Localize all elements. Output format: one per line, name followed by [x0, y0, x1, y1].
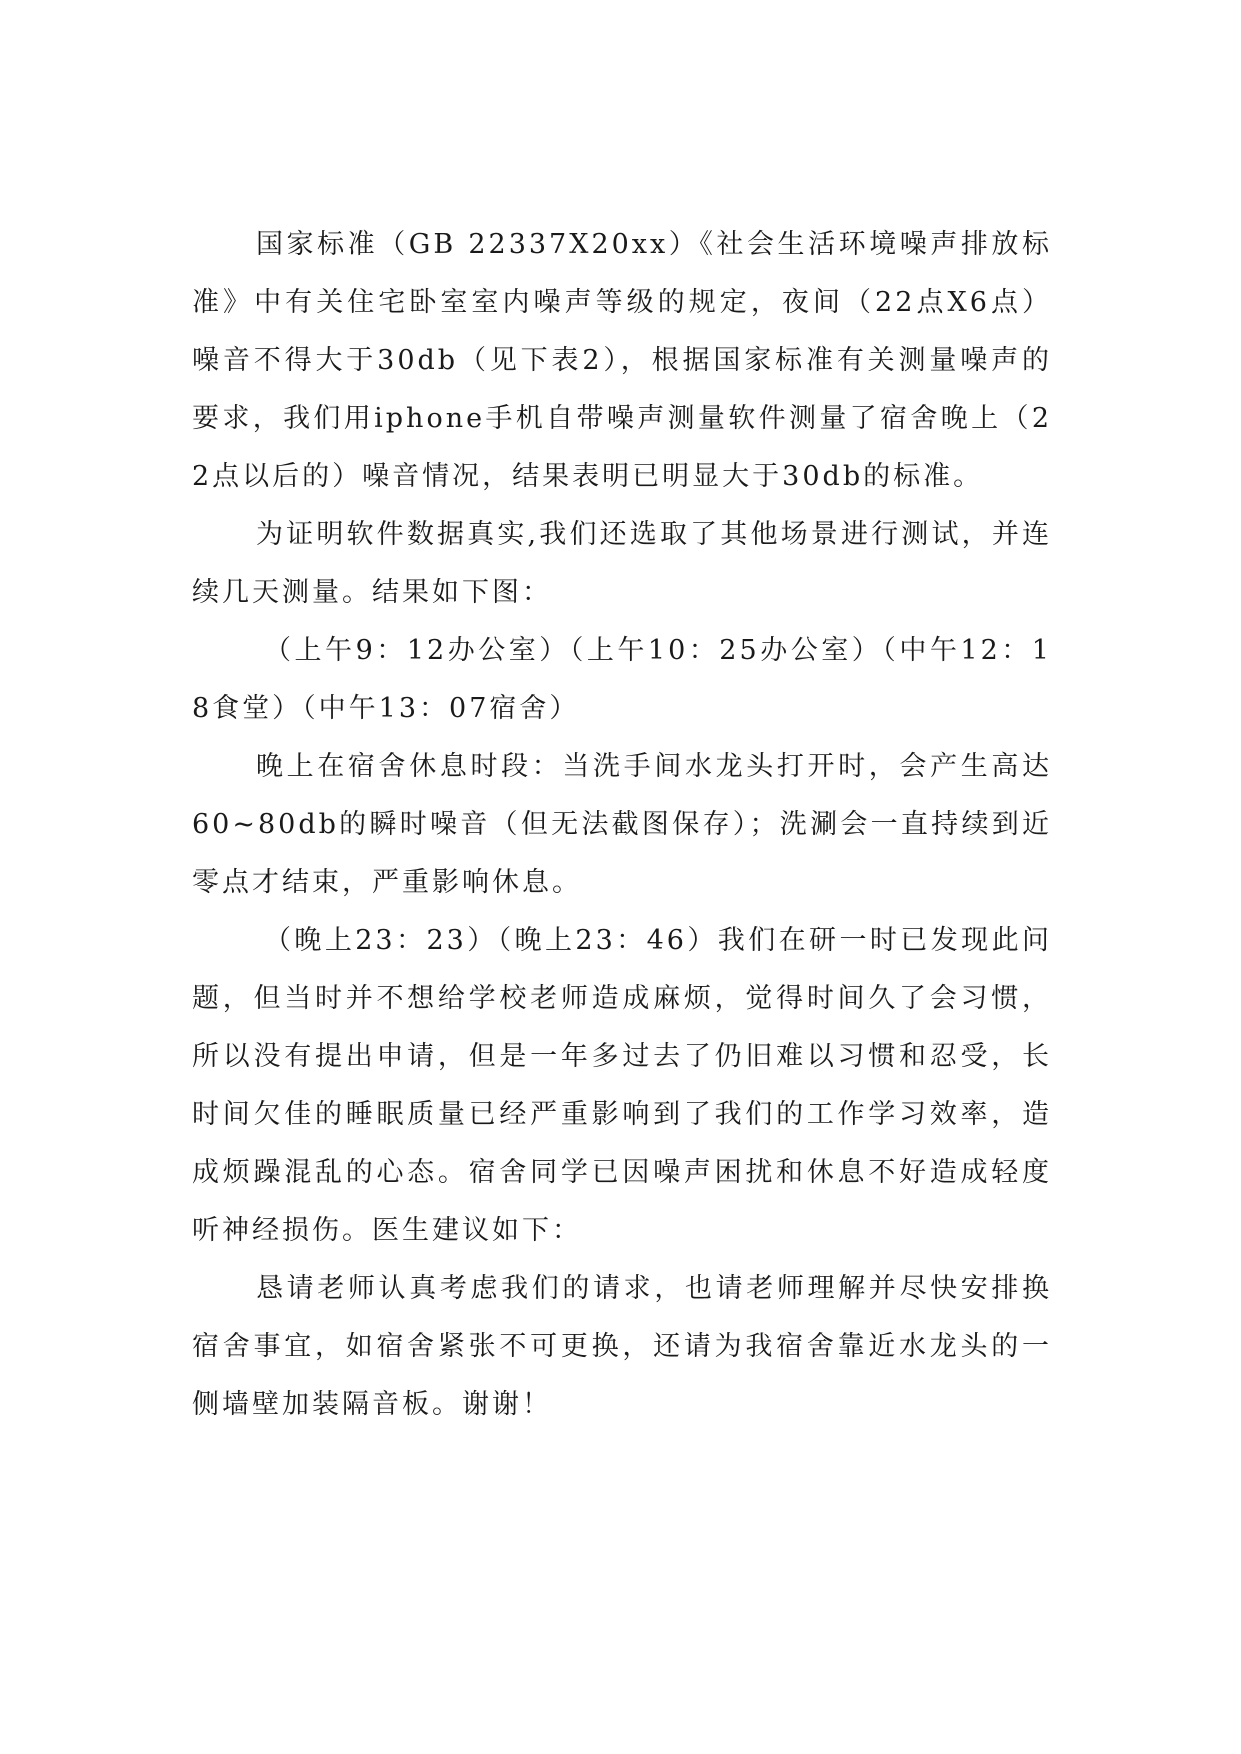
paragraph-impact: （晚上23：23）（晚上23：46）我们在研一时已发现此问题，但当时并不想给学校老师造成麻烦，觉得时间久了会习惯，所以没有提出申请，但是一年多过去了仍旧难以习惯和忍受，长时间欠佳的睡眠质量已经严重影响到了我们的工作学习效率，造成烦躁混乱的心态。宿舍同学已因噪声困扰和休息不好造成轻度听神经损伤。医生建议如下：	[192, 925, 1052, 1246]
paragraph-night-noise: 晚上在宿舍休息时段：当洗手间水龙头打开时，会产生高达60~80db的瞬时噪音（但无法截图保存）；洗涮会一直持续到近零点才结束，严重影响休息。	[192, 751, 1052, 898]
paragraph-verification: 为证明软件数据真实,我们还选取了其他场景进行测试，并连续几天测量。结果如下图：	[192, 519, 1052, 608]
paragraph-noise-standard: 国家标准（GB 22337X20xx）《社会生活环境噪声排放标准》中有关住宅卧室室内噪声等级的规定，夜间（22点X6点）噪音不得大于30db（见下表2），根据国家标准有关测量噪声的要求，我们用iphone手机自带噪声测量软件测量了宿舍晚上（22点以后的）噪音情况，结果表明已明显大于30db的标准。	[192, 229, 1052, 492]
document-body	[192, 216, 1052, 1434]
paragraph-request: 恳请老师认真考虑我们的请求，也请老师理解并尽快安排换宿舍事宜，如宿舍紧张不可更换，还请为我宿舍靠近水龙头的一侧墙壁加装隔音板。谢谢！	[192, 1273, 1052, 1420]
paragraph-measurement-captions: （上午9：12办公室）（上午10：25办公室）（中午12：18食堂）（中午13：07宿舍）	[192, 635, 1052, 724]
